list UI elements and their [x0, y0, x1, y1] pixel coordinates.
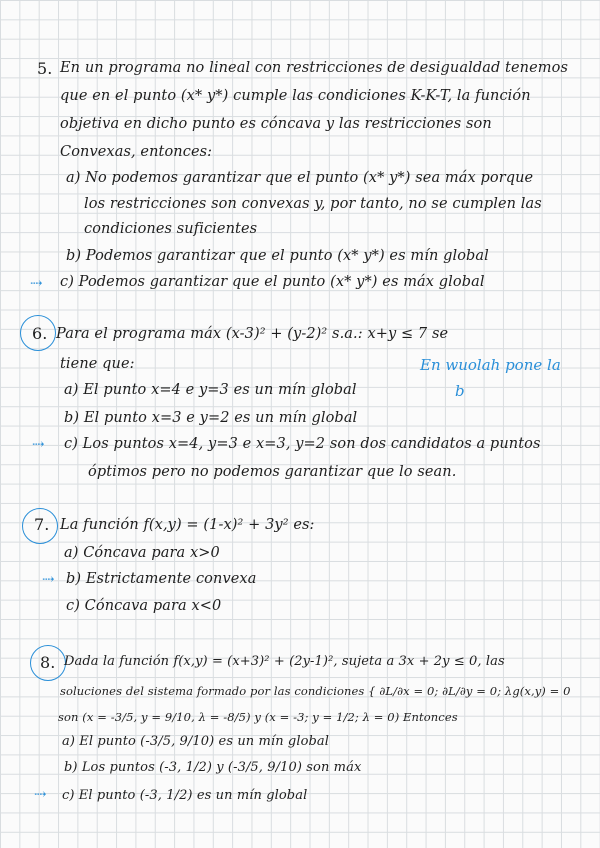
q8-option-a: a) El punto (-3/5, 9/10) es un mín global: [62, 734, 330, 749]
q5-option-a-line-1: a) No podemos garantizar que el punto (x* y*) sea máx porque: [66, 170, 534, 186]
q5-option-a-line-3: condiciones suficientes: [84, 221, 258, 237]
q5-option-c: c) Podemos garantizar que el punto (x* y*) es máx global: [60, 274, 485, 290]
q5-number: 5.: [37, 59, 53, 78]
q6-option-c-line-2: óptimos pero no podemos garantizar que lo sean.: [88, 464, 457, 480]
arrow-right-icon: ⇢: [32, 435, 45, 453]
q6-option-c-line-1: c) Los puntos x=4, y=3 e x=3, y=2 son dos candidatos a puntos: [64, 436, 541, 452]
q6-stem-line-1: Para el programa máx (x-3)² + (y-2)² s.a.: x+y ≤ 7 se: [56, 326, 449, 342]
q6-option-b: b) El punto x=3 e y=2 es un mín global: [64, 410, 358, 426]
q6-number: 6.: [32, 324, 48, 343]
q7-number: 7.: [34, 515, 50, 534]
q8-option-b: b) Los puntos (-3, 1/2) y (-3/5, 9/10) son máx: [64, 760, 362, 775]
q7-option-a: a) Cóncava para x>0: [64, 545, 220, 561]
q7-option-c: c) Cóncava para x<0: [66, 598, 222, 614]
q5-option-b: b) Podemos garantizar que el punto (x* y*) es mín global: [66, 248, 489, 264]
q5-option-a-line-2: los restricciones son convexas y, por tanto, no se cumplen las: [84, 196, 542, 212]
q6-option-a: a) El punto x=4 e y=3 es un mín global: [64, 382, 357, 398]
q8-option-c: c) El punto (-3, 1/2) es un mín global: [62, 788, 308, 803]
q5-stem-line-1: En un programa no lineal con restricciones de desigualdad tenemos: [60, 60, 568, 76]
q8-stem-line-2: soluciones del sistema formado por las condiciones { ∂L/∂x = 0; ∂L/∂y = 0; λg(x,y) = 0: [60, 684, 571, 698]
q6-note-line-1: En wuolah pone la: [420, 356, 561, 374]
q8-stem-line-1: Dada la función f(x,y) = (x+3)² + (2y-1)², sujeta a 3x + 2y ≤ 0, las: [64, 654, 505, 669]
q6-note-line-2: b: [455, 382, 465, 400]
q7-stem: La función f(x,y) = (1-x)² + 3y² es:: [60, 517, 315, 533]
q8-number: 8.: [40, 653, 56, 672]
arrow-right-icon: ⇢: [30, 274, 43, 292]
q6-stem-line-2: tiene que:: [60, 356, 135, 372]
q5-stem-line-3: objetiva en dicho punto es cóncava y las restricciones son: [60, 116, 492, 132]
arrow-right-icon: ⇢: [34, 785, 47, 803]
q7-option-b: b) Estrictamente convexa: [66, 571, 257, 587]
q8-stem-line-3: son (x = -3/5, y = 9/10, λ = -8/5) y (x = -3; y = 1/2; λ = 0) Entonces: [58, 710, 458, 724]
q5-stem-line-4: Convexas, entonces:: [60, 144, 213, 160]
q5-stem-line-2: que en el punto (x* y*) cumple las condiciones K-K-T, la función: [60, 88, 531, 104]
arrow-right-icon: ⇢: [42, 570, 55, 588]
